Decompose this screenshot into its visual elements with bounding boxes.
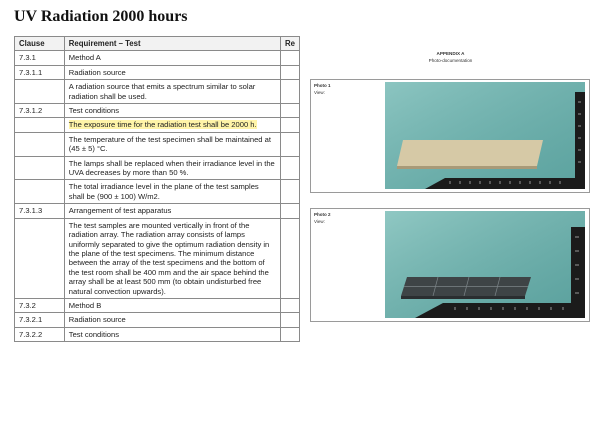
- photo-2-view-label: View:: [314, 219, 325, 224]
- requirements-table: [14, 36, 300, 342]
- clause-cell: [15, 218, 65, 298]
- table-row: [15, 118, 300, 132]
- requirement-cell: Test conditions: [64, 104, 280, 118]
- result-cell: [281, 132, 300, 156]
- table-row: [15, 51, 300, 65]
- requirements-table-page: [14, 36, 300, 398]
- clause-cell: 7.3.1.1: [15, 65, 65, 79]
- photo-1-view-label: View:: [314, 90, 325, 95]
- table-row: [15, 313, 300, 327]
- table-row: [15, 65, 300, 79]
- result-cell: [281, 327, 300, 341]
- table-body: [15, 51, 300, 342]
- appendix-subheading: Photo-documentation: [428, 58, 473, 63]
- photo-2-image: [385, 211, 585, 318]
- result-cell: [281, 313, 300, 327]
- clause-cell: 7.3.2: [15, 298, 65, 312]
- table-row: [15, 180, 300, 204]
- table-row: [15, 298, 300, 312]
- table-row: [15, 218, 300, 298]
- header-clause: Clause: [15, 37, 65, 51]
- requirement-cell: The lamps shall be replaced when their irradiance level in the UVA decreases by more than 50 %.: [64, 156, 280, 180]
- table-row: [15, 104, 300, 118]
- requirement-cell: Radiation source: [64, 65, 280, 79]
- photo-documentation-page: [301, 45, 600, 335]
- requirement-cell: Method A: [64, 51, 280, 65]
- clause-cell: [15, 180, 65, 204]
- result-cell: [281, 298, 300, 312]
- requirement-cell: Method B: [64, 298, 280, 312]
- table-row: [15, 327, 300, 341]
- requirement-cell: A radiation source that emits a spectrum similar to solar radiation shall be used.: [64, 80, 280, 104]
- photo-1-image: [385, 82, 585, 189]
- result-cell: [281, 80, 300, 104]
- result-cell: [281, 180, 300, 204]
- highlighted-text: The exposure time for the radiation test shall be 2000 h.: [68, 120, 257, 130]
- table-row: [15, 132, 300, 156]
- page-title: UV Radiation 2000 hours: [14, 8, 188, 25]
- clause-cell: 7.3.1.3: [15, 204, 65, 218]
- clause-cell: 7.3.1: [15, 51, 65, 65]
- requirement-cell: Radiation source: [64, 313, 280, 327]
- photo-2-label: Photo 2: [314, 212, 331, 217]
- photo-panel-1: [310, 79, 590, 193]
- clause-cell: [15, 132, 65, 156]
- clause-cell: [15, 118, 65, 132]
- table-row: [15, 80, 300, 104]
- requirement-cell: Test conditions: [64, 327, 280, 341]
- result-cell: [281, 204, 300, 218]
- result-cell: [281, 218, 300, 298]
- requirement-cell: The temperature of the test specimen shall be maintained at (45 ± 5) °C.: [64, 132, 280, 156]
- result-cell: [281, 156, 300, 180]
- appendix-heading: APPENDIX A: [436, 51, 465, 56]
- result-cell: [281, 104, 300, 118]
- requirement-cell: The test samples are mounted vertically in front of the radiation array. The radiation array consists of lamps uniformly separated to give the optimum radiation density in the plane of the test specimens. The minimum distance between the array of the test specimens and the bottom of the test room shall be 400 mm and the air space behind the array shall be at least 500 mm (to obtain undisturbed free natural convection upwards).: [64, 218, 280, 298]
- photo-1-label: Photo 1: [314, 83, 331, 88]
- requirement-cell: The total irradiance level in the plane of the test samples shall be (900 ± 100) W/m2.: [64, 180, 280, 204]
- clause-cell: 7.3.1.2: [15, 104, 65, 118]
- result-cell: [281, 65, 300, 79]
- header-result: Re: [281, 37, 300, 51]
- result-cell: [281, 118, 300, 132]
- requirement-cell: [64, 118, 280, 132]
- table-header-row: [15, 37, 300, 51]
- clause-cell: [15, 80, 65, 104]
- requirement-cell: Arrangement of test apparatus: [64, 204, 280, 218]
- clause-cell: 7.3.2.1: [15, 313, 65, 327]
- photo-panel-2: [310, 208, 590, 322]
- table-row: [15, 204, 300, 218]
- clause-cell: 7.3.2.2: [15, 327, 65, 341]
- clause-cell: [15, 156, 65, 180]
- header-requirement: Requirement – Test: [64, 37, 280, 51]
- table-row: [15, 156, 300, 180]
- result-cell: [281, 51, 300, 65]
